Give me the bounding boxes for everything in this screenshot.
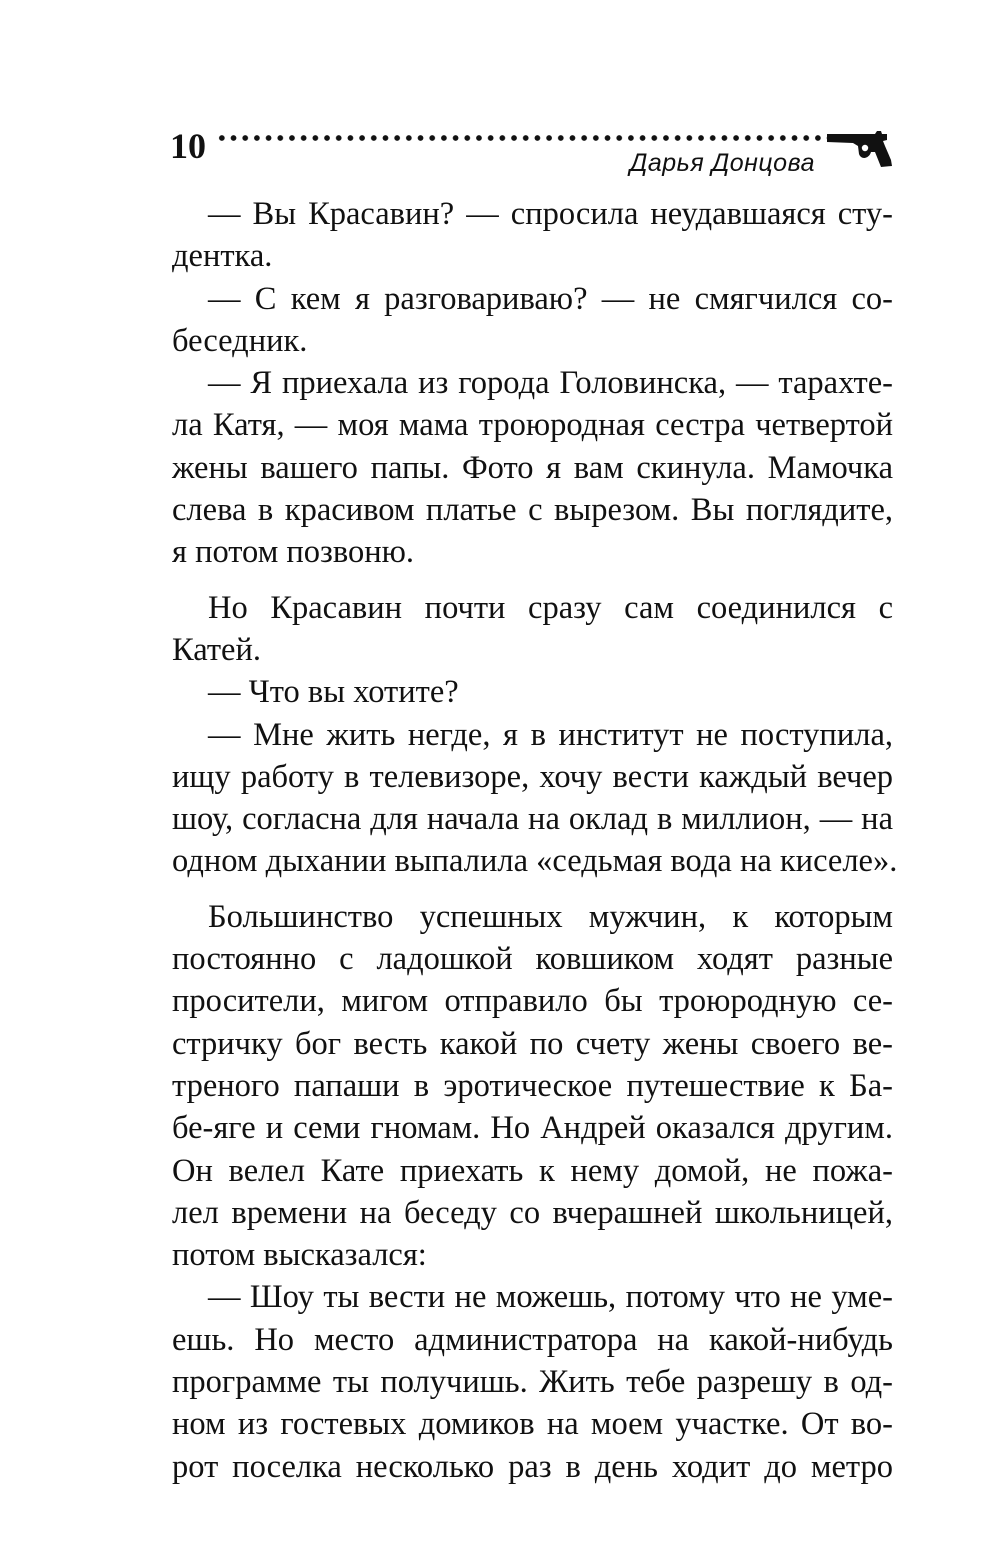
text-line: лел времени на беседу со вчерашней школьницей, (172, 1194, 893, 1231)
text-line: — Шоу ты вести не можешь, потому что не уме- (208, 1279, 893, 1316)
text-line: Он велел Кате приехать к нему домой, не пожа- (172, 1152, 893, 1189)
text-line: шоу, согласна для начала на оклад в миллион, — на (172, 801, 893, 838)
text-line: слева в красивом платье с вырезом. Вы поглядите, (172, 492, 893, 529)
text-line: ном из гостевых домиков на моем участке. От во- (172, 1406, 893, 1443)
text-line: просители, мигом отправило бы троюродную се- (172, 983, 893, 1020)
text-line: — Что вы хотите? (208, 674, 459, 711)
text-line: — Вы Красавин? — спросила неудавшаяся сту- (208, 196, 893, 232)
text-line: — С кем я разговариваю? — не смягчился со- (208, 280, 893, 317)
text-line: ла Катя, — моя мама троюродная сестра четвертой (172, 407, 893, 444)
body-text (172, 193, 898, 1488)
text-line: дентка. (172, 238, 273, 275)
text-line: ищу работу в телевизоре, хочу вести каждый вечер (172, 758, 893, 795)
running-head-author: Дарья Донцова (629, 149, 815, 177)
text-line: — Мне жить негде, я в институт не поступила, (208, 716, 893, 753)
text-line: — Я приехала из города Головинска, — тарахте- (208, 365, 893, 402)
page-number: 10 (170, 126, 206, 166)
text-line: бе-яге и семи гномам. Но Андрей оказался другим. (172, 1110, 893, 1147)
text-line: постоянно с ладошкой ковшиком ходят разные (172, 941, 893, 978)
text-line: ешь. Но место администратора на какой-нибудь (172, 1321, 893, 1358)
page-header (170, 120, 890, 190)
text-line: стричку бог весть какой по счету жены своего ве- (172, 1025, 893, 1062)
text-line: рот поселка несколько раз в день ходит до метро (172, 1448, 893, 1485)
text-line: жены вашего папы. Фото я вам скинула. Мамочка (172, 449, 893, 486)
text-line: Катей. (172, 631, 261, 668)
text-line: Большинство успешных мужчин, к которым (208, 898, 893, 935)
text-line: одном дыхании выпалила «седьмая вода на киселе». (172, 843, 898, 880)
text-line: Но Красавин почти сразу сам соединился с (208, 589, 893, 626)
text-line: потом высказался: (172, 1237, 427, 1274)
text-line: треного папаши в эротическое путешествие к Ба- (172, 1067, 893, 1104)
revolver-icon (825, 126, 895, 168)
dotted-rule (216, 134, 830, 142)
text-line: программе ты получишь. Жить тебе разрешу в од- (172, 1364, 893, 1401)
text-line: я потом позвоню. (172, 534, 415, 571)
text-line: беседник. (172, 322, 308, 359)
